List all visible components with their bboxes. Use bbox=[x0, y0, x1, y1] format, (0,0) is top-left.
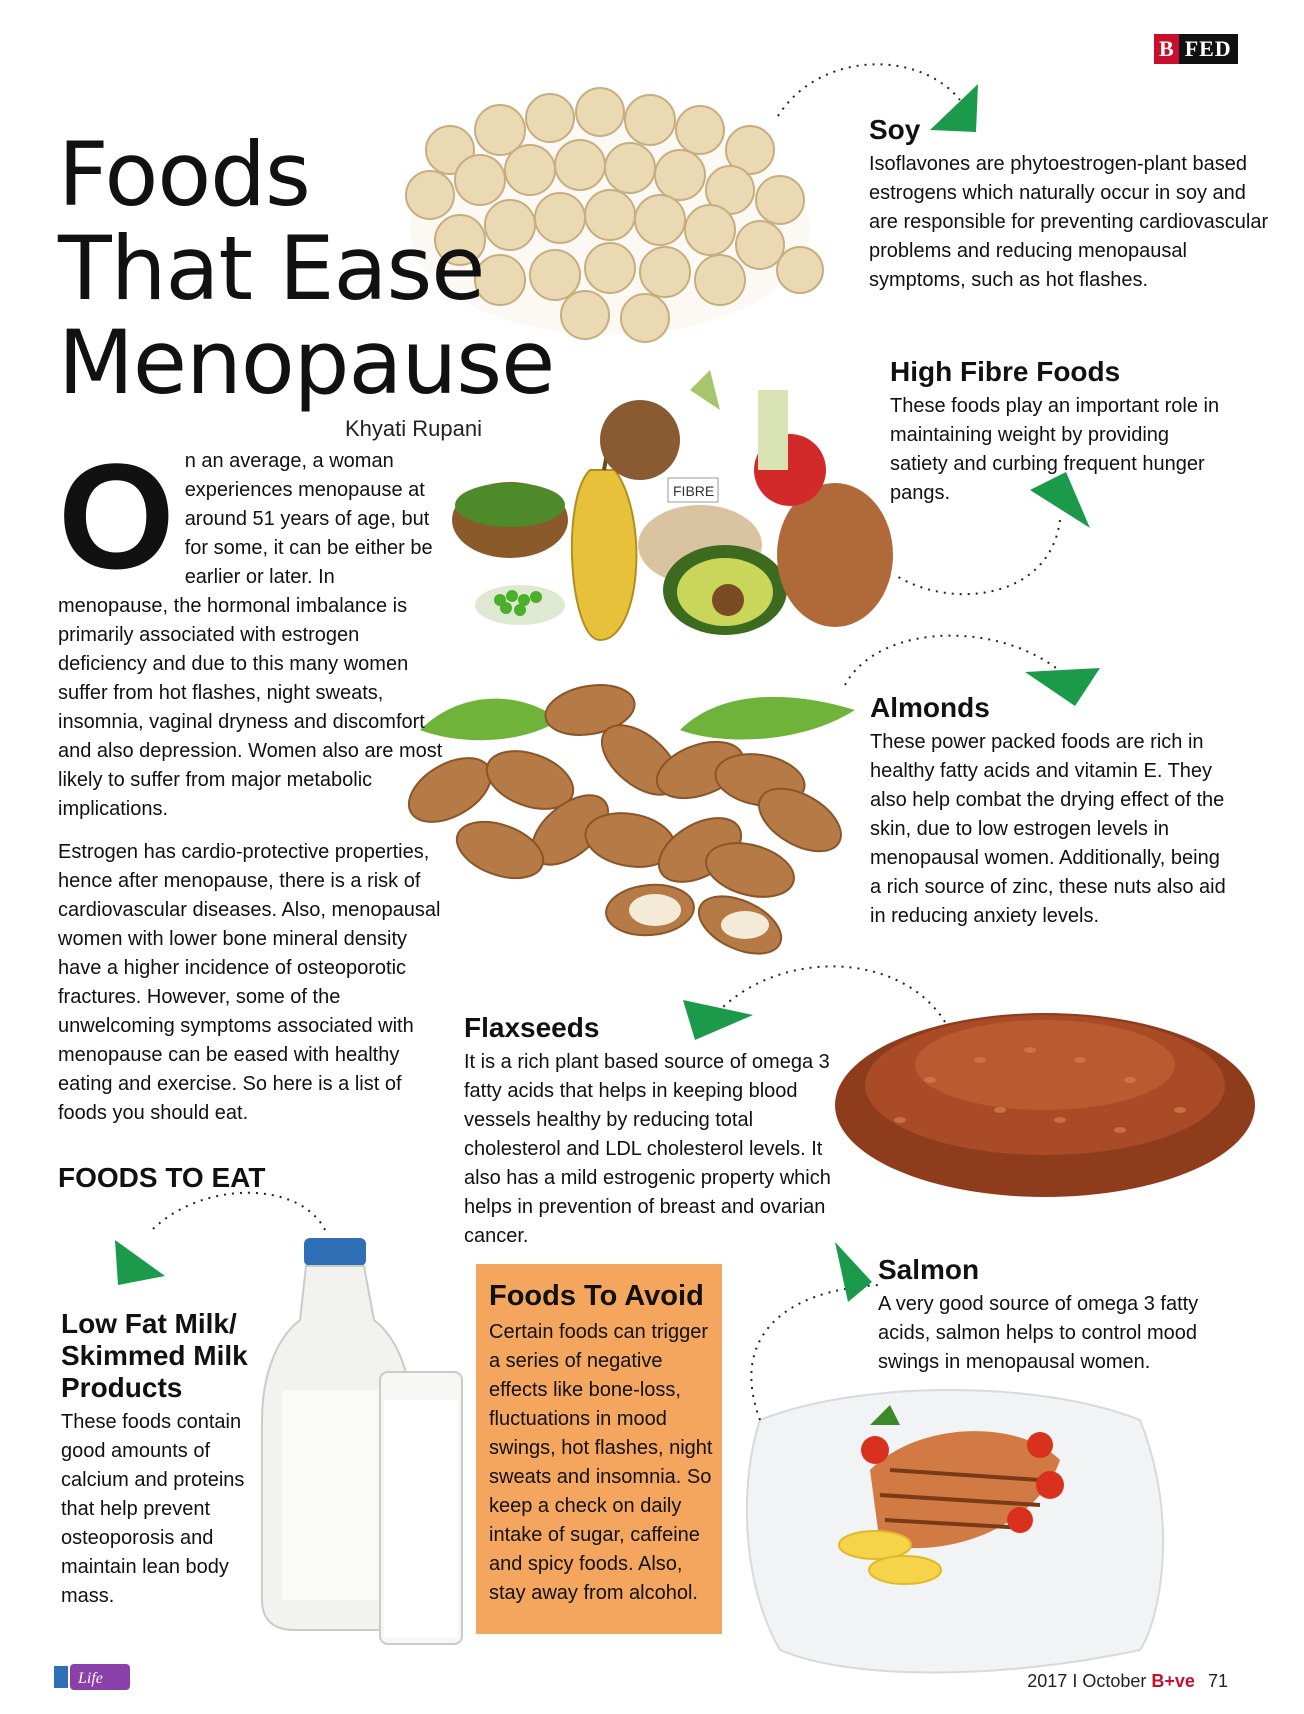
logo-icon bbox=[54, 1664, 130, 1690]
salmon-heading: Salmon bbox=[878, 1254, 980, 1285]
page-title bbox=[58, 123, 555, 414]
magazine-badge bbox=[1154, 34, 1238, 64]
fibre-label: FIBRE bbox=[673, 483, 715, 499]
fibre-heading: High Fibre Foods bbox=[890, 356, 1121, 387]
section-flaxseeds bbox=[464, 1012, 834, 1251]
title-line-2: That Ease bbox=[58, 217, 485, 320]
almonds-text: These power packed foods are rich in healthy fatty acids and vitamin E. They also help combat the drying effect of the skin, due to low estrogen levels in menopausal women. Additionally, being a rich source of zinc, these nuts also aid in reducing anxiety levels. bbox=[870, 731, 1226, 927]
soy-heading: Soy bbox=[869, 114, 921, 145]
page-number: 71 bbox=[1207, 1671, 1228, 1691]
drop-cap: O bbox=[58, 432, 175, 600]
title-line-3: Menopause bbox=[58, 311, 555, 414]
soy-text: Isoflavones are phytoestrogen-plant based estrogens which naturally occur in soy and are responsible for preventing cardiovascular problems and reducing menopausal symptoms, such as hot flashes. bbox=[869, 153, 1269, 291]
avoid-heading: Foods To Avoid bbox=[489, 1280, 704, 1312]
milk-image bbox=[262, 1238, 462, 1644]
almonds-image bbox=[398, 679, 855, 966]
salmon-text: A very good source of omega 3 fatty acids, salmon helps to control mood swings in menopausal women. bbox=[878, 1293, 1199, 1373]
section-almonds bbox=[870, 692, 1230, 931]
section-low-fat-milk bbox=[61, 1308, 276, 1611]
fibre-text: These foods play an important role in maintaining weight by providing satiety and curbing frequent hunger pangs. bbox=[890, 395, 1220, 504]
badge-letter: B bbox=[1154, 34, 1179, 64]
flaxseeds-heading: Flaxseeds bbox=[464, 1012, 600, 1043]
footer-separator: I bbox=[1072, 1671, 1078, 1691]
avoid-text: Certain foods can trigger a series of negative effects like bone-loss, fluctuations in mood swings, hot flashes, night sweats and insomnia. So keep a check on daily intake of sugar, caffeine and spicy foods. Also, stay away from alcohol. bbox=[489, 1321, 713, 1604]
intro-paragraph-2: Estrogen has cardio-protective properties, hence after menopause, there is a risk of cardiovascular diseases. Also, menopausal women with lower bone mineral density have a higher incidence of osteoporotic fractures. However, some of the unwelcoming symptoms associated with menopause can be eased with healthy eating and exercise. So here is a list of foods you should eat. bbox=[58, 841, 441, 1124]
footer-month: October bbox=[1082, 1671, 1147, 1691]
title-line-1: Foods bbox=[58, 123, 310, 226]
milk-text: These foods contain good amounts of calcium and proteins that help prevent osteoporosis and maintain lean body mass. bbox=[61, 1411, 245, 1607]
intro-paragraph-1 bbox=[58, 432, 443, 824]
author-byline: Khyati Rupani bbox=[345, 416, 482, 441]
badge-text: FED bbox=[1184, 36, 1232, 61]
footer-logo-text: Life bbox=[78, 1670, 103, 1687]
foods-to-eat-heading: FOODS TO EAT bbox=[58, 1162, 266, 1193]
footer-year: 2017 bbox=[1027, 1671, 1068, 1691]
milk-heading: Low Fat Milk/ Skimmed Milk Products bbox=[61, 1308, 248, 1403]
flaxseeds-image bbox=[835, 1013, 1255, 1197]
section-high-fibre bbox=[890, 356, 1230, 508]
almonds-heading: Almonds bbox=[870, 692, 990, 723]
page-footer bbox=[1027, 1671, 1228, 1692]
salmon-image bbox=[747, 1390, 1163, 1673]
section-salmon bbox=[878, 1254, 1238, 1377]
section-soy bbox=[869, 114, 1269, 295]
intro-text-1: n an average, a woman experiences menopause at around 51 years of age, but for some, it can be either be earlier or later. In menopause, the hormonal imbalance is primarily associated with estrogen deficiency and due to this many women suffer from hot flashes, night sweats, insomnia, vaginal dryness and discomfort and also depression. Women also are most likely to suffer from major metabolic implications. bbox=[58, 450, 443, 820]
flaxseeds-text: It is a rich plant based source of omega 3 fatty acids that helps in keeping blood vessels healthy by reducing total cholesterol and LDL cholesterol levels. It also has a mild estrogenic property which helps in prevention of breast and ovarian cancer. bbox=[464, 1051, 831, 1247]
foods-to-avoid-box bbox=[476, 1264, 722, 1634]
footer-brand: B+ve bbox=[1151, 1671, 1195, 1691]
